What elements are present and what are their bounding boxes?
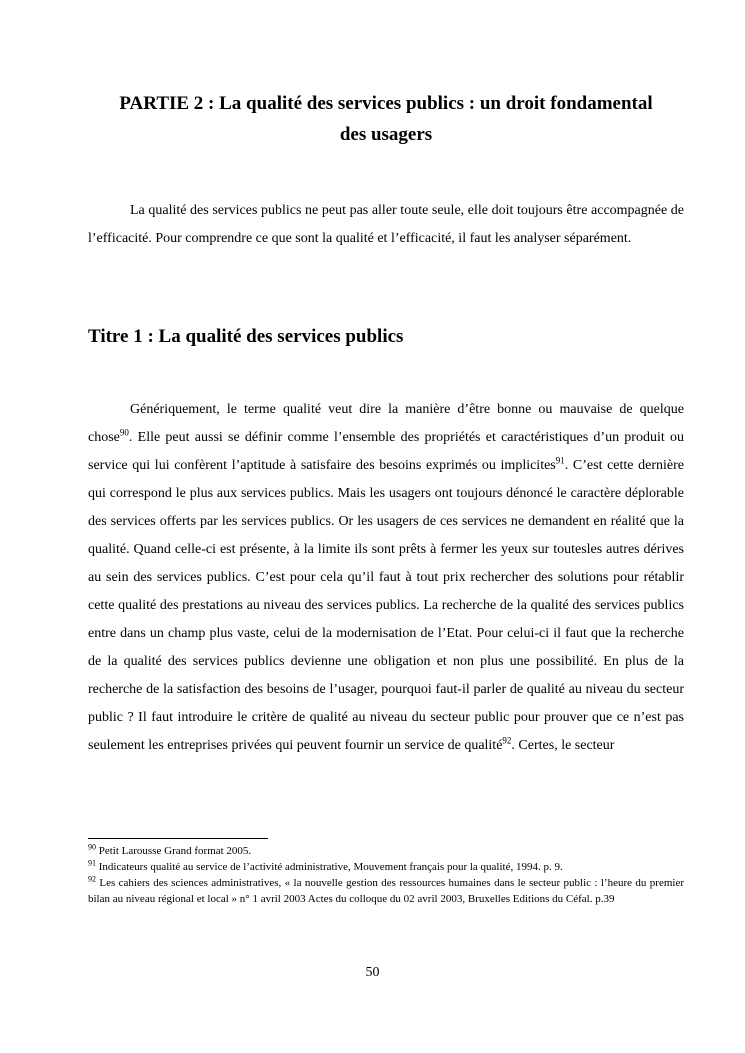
footnote-text: Les cahiers des sciences administratives, « la nouvelle gestion des ressources humaines dans le secteur public : l’heure du premier bilan au niveau régional et local » n° 1 avril 2003 Actes du colloque du 02 avril 2003, Bruxelles Editions du Céfal. p.39	[88, 877, 684, 905]
body-text-segment: . Certes, le secteur	[511, 738, 615, 753]
footnote-text: Petit Larousse Grand format 2005.	[96, 845, 252, 857]
intro-paragraph: La qualité des services publics ne peut pas aller toute seule, elle doit toujours être accompagnée de l’efficacité. Pour comprendre ce que sont la qualité et l’efficacité, il faut les analyser séparément.	[88, 203, 684, 246]
footnote-ref-90[interactable]: 90	[119, 427, 129, 438]
footnote-number: 90	[88, 842, 96, 852]
footnote-ref-92[interactable]: 92	[502, 735, 512, 746]
footnote-text: Indicateurs qualité au service de l’activité administrative, Mouvement français pour la qualité, 1994. p. 9.	[96, 861, 563, 873]
section-title: Titre 1 : La qualité des services publics	[88, 326, 404, 347]
page-number: 50	[365, 965, 380, 980]
footnote-ref-91[interactable]: 91	[555, 455, 565, 466]
footnote-separator	[88, 838, 268, 839]
part-title	[88, 88, 684, 150]
body-paragraph	[88, 396, 684, 760]
footnote-91	[88, 859, 684, 875]
part-title-line-2: des usagers	[339, 124, 433, 145]
footnote-92	[88, 875, 684, 907]
footnote-number: 92	[88, 874, 96, 884]
body-text-segment: . C’est cette dernière qui correspond le plus aux services publics. Mais les usagers ont toujours dénoncé le caractère déplorable des services offerts par les services publics. Or les usagers de ces services ne demandent en réalité que la qualité. Quand celle-ci est présente, à la limite ils sont prêts à fermer les yeux sur toutesles autres dérives au sein des services publics. C’est pour cela qu’il faut à tout prix rechercher des solutions pour rétablir cette qualité des prestations au niveau des services publics. La recherche de la qualité des services publics entre dans un champ plus vaste, celui de la modernisation de l’Etat. Pour celui-ci il faut que la recherche de la qualité des services publics devienne une obligation et non plus une possibilité. En plus de la recherche de la satisfaction des besoins de l’usager, pourquoi faut-il parler de qualité au niveau du secteur public ? Il faut introduire le critère de qualité au niveau du secteur public pour prouver que ce n’est pas seulement les entreprises privées qui peuvent fournir un service de qualité	[88, 458, 685, 753]
body-text-segment: . Elle peut aussi se définir comme l’ensemble des propriétés et caractéristiques d’un produit ou service qui lui confèrent l’aptitude à satisfaire des besoins exprimés ou implicites	[88, 430, 684, 473]
body-text-segment: Génériquement, le terme qualité veut dire la manière d’être bonne ou mauvaise de quelque chose	[88, 402, 684, 445]
part-title-line-1: PARTIE 2 : La qualité des services publics : un droit fondamental	[119, 93, 653, 114]
footnote-90	[88, 843, 684, 859]
footnotes	[88, 843, 684, 907]
footnote-number: 91	[88, 858, 96, 868]
